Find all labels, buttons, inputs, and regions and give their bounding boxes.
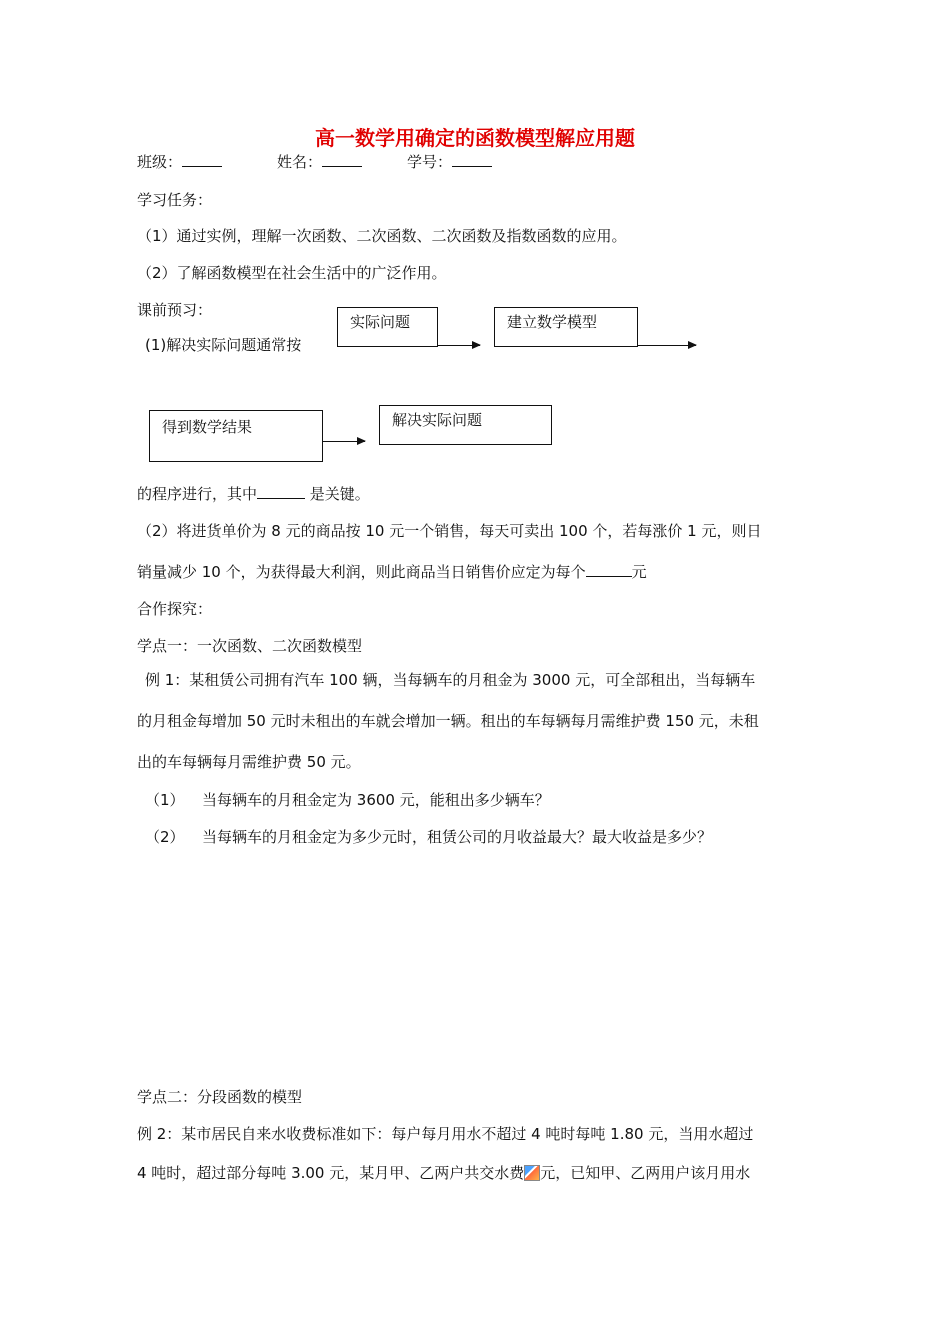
student-id-field [407, 152, 492, 172]
flow-box-label: 实际问题 [350, 313, 411, 331]
name-blank [322, 152, 362, 167]
flow-box-build-model [494, 307, 638, 347]
example-2-line-2 [137, 1163, 750, 1183]
flow-arrow-3 [323, 441, 365, 442]
flow-box-label: 解决实际问题 [392, 411, 483, 429]
preview-q2-line2 [137, 562, 647, 582]
student-id-label: 学号： [407, 153, 453, 171]
preview-q1-tail [137, 484, 370, 504]
class-blank [182, 152, 222, 167]
q2-price-blank [586, 562, 632, 577]
class-field [137, 152, 222, 172]
task-item-1: （1）通过实例，理解一次函数、二次函数、二次函数及指数函数的应用。 [137, 227, 627, 245]
example-2-line-1: 例 2：某市居民自来水收费标准如下：每户每月用水不超过 4 吨时每吨 1.80 元，当用水超过 [137, 1125, 754, 1143]
flow-arrow-1 [438, 345, 480, 346]
broken-image-icon [524, 1165, 540, 1181]
ex2-line2a: 4 吨时，超过部分每吨 3.00 元，某月甲、乙两户共交水费 [137, 1164, 525, 1182]
ex2-line2b: 元，已知甲、乙两用户该月用水 [540, 1164, 751, 1182]
q2-line2b: 元 [631, 563, 647, 581]
flow-box-practical-problem [337, 307, 438, 347]
task-item-2: （2）了解函数模型在社会生活中的广泛作用。 [137, 264, 447, 282]
flow-box-label: 得到数学结果 [162, 418, 253, 436]
q2-line2a: 销量减少 10 个，为获得最大利润，则此商品当日销售价应定为每个 [137, 563, 586, 581]
preview-q2-line1: （2）将进货单价为 8 元的商品按 10 元一个销售，每天可卖出 100 个，若每涨价 1 元，则日 [137, 522, 762, 540]
example-1-line-1: 例 1：某租赁公司拥有汽车 100 辆，当每辆车的月租金为 3000 元，可全部租出，当每辆车 [145, 671, 756, 689]
example-1-question-2: 当每辆车的月租金定为多少元时，租赁公司的月收益最大？最大收益是多少？ [202, 828, 713, 846]
q1-tail-a: 的程序进行，其中 [137, 485, 258, 503]
class-label: 班级： [137, 153, 183, 171]
explore-heading: 合作探究： [137, 600, 213, 618]
flow-arrow-2 [638, 345, 696, 346]
q1-key-blank [257, 484, 305, 499]
preview-heading: 课前预习： [137, 301, 213, 319]
name-field [277, 152, 362, 172]
flow-box-math-result [149, 410, 323, 462]
example-1-question-1-number: （1） [145, 791, 185, 809]
page-title: 高一数学用确定的函数模型解应用题 [315, 126, 635, 150]
student-id-blank [452, 152, 492, 167]
preview-q1-intro: (1)解决实际问题通常按 [145, 336, 302, 354]
name-label: 姓名： [277, 153, 323, 171]
flow-box-solve-problem [379, 405, 552, 445]
point-2-heading: 学点二：分段函数的模型 [137, 1088, 303, 1106]
example-1-line-3: 出的车每辆每月需维护费 50 元。 [137, 753, 361, 771]
point-1-heading: 学点一：一次函数、二次函数模型 [137, 637, 363, 655]
tasks-heading: 学习任务： [137, 191, 213, 209]
example-1-question-2-number: （2） [145, 828, 185, 846]
example-1-line-2: 的月租金每增加 50 元时未租出的车就会增加一辆。租出的车每辆每月需维护费 150 元，未租 [137, 712, 759, 730]
q1-tail-b: 是关键。 [309, 485, 370, 503]
flow-box-label: 建立数学模型 [507, 313, 598, 331]
example-1-question-1: 当每辆车的月租金定为 3600 元，能租出多少辆车？ [202, 791, 550, 809]
